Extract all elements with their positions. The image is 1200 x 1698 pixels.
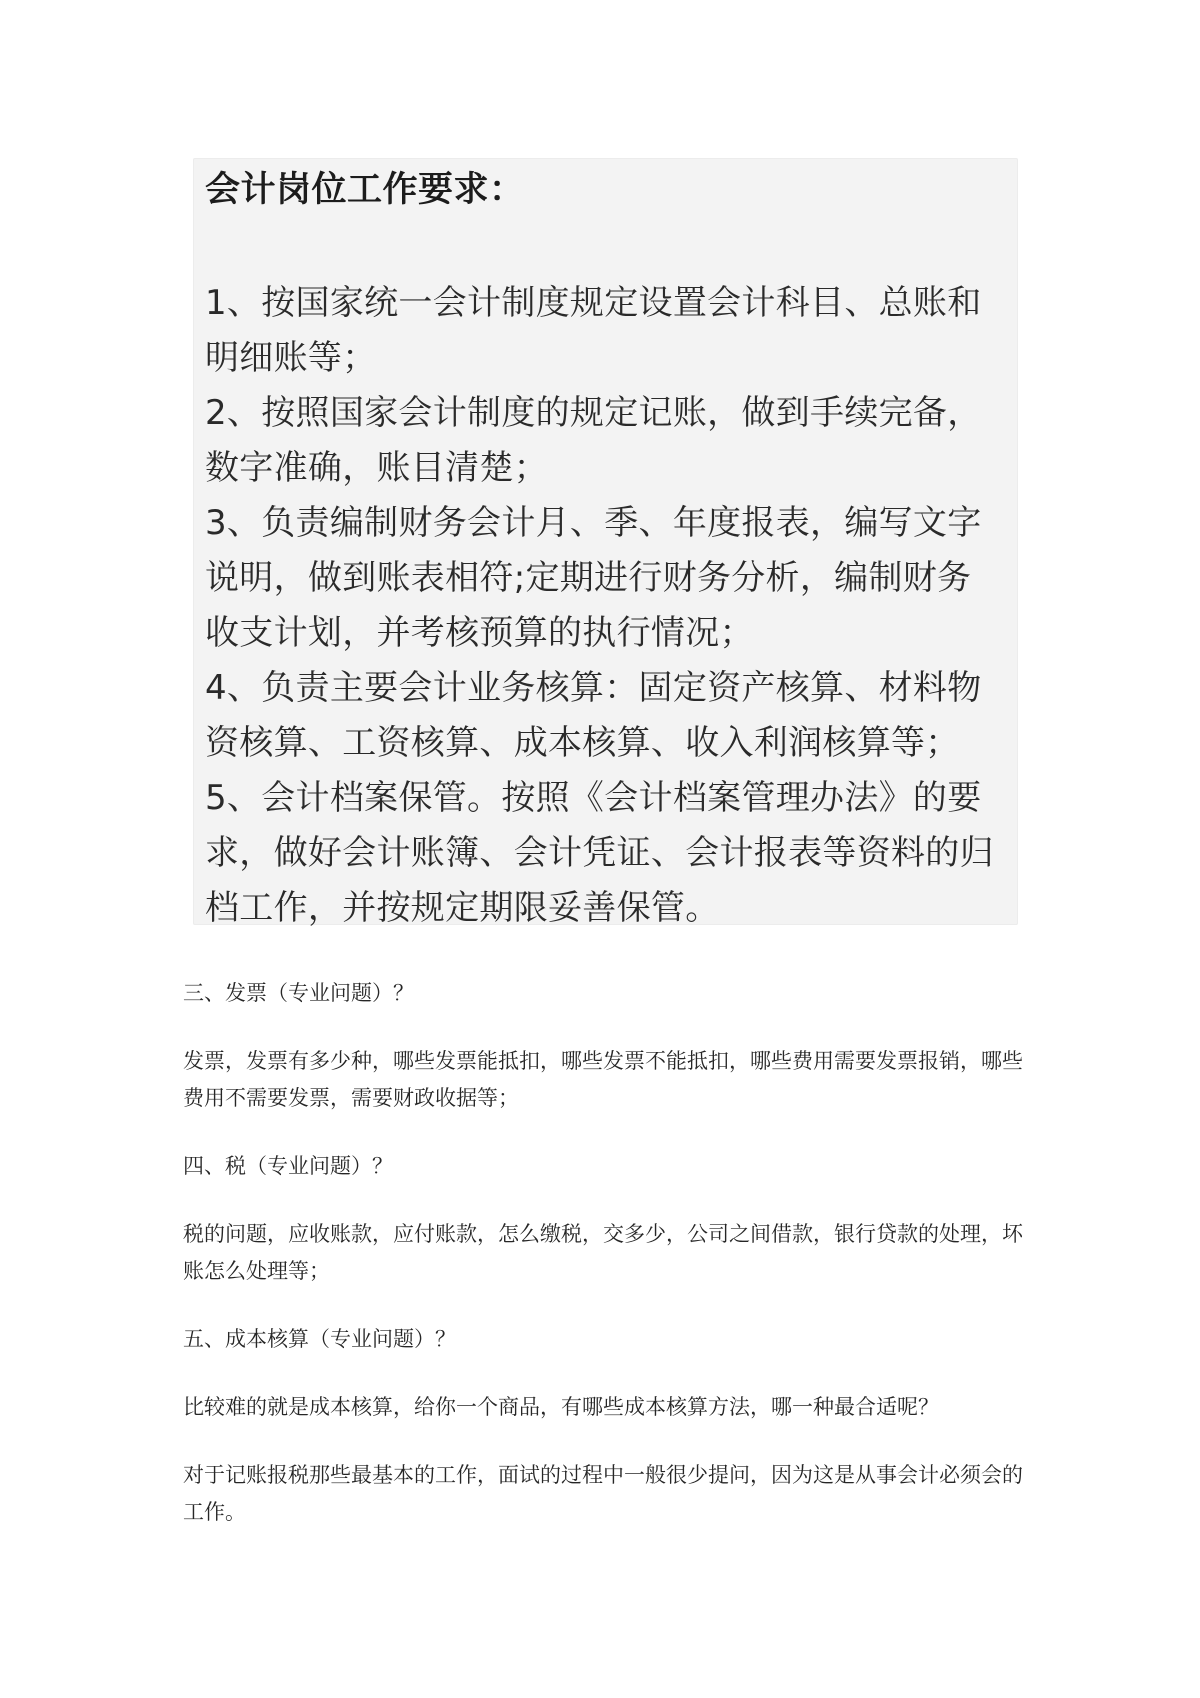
document-body	[183, 975, 1033, 1562]
section-heading-cost-accounting: 五、成本核算（专业问题）？	[183, 1327, 456, 1351]
image-title: 会计岗位工作要求：	[205, 170, 525, 210]
paragraph-closing: 对于记账报税那些最基本的工作，面试的过程中一般很少提问，因为这是从事会计必须会的工作。	[183, 1463, 1023, 1524]
requirement-item: 3、负责编制财务会计月、季、年度报表，编写文字说明，做到账表相符;定期进行财务分析，编制财务收支计划，并考核预算的执行情况；	[205, 503, 982, 653]
paragraph-cost-accounting: 比较难的就是成本核算，给你一个商品，有哪些成本核算方法，哪一种最合适呢？	[183, 1395, 939, 1419]
requirement-item: 2、按照国家会计制度的规定记账，做到手续完备，数字准确，账目清楚；	[205, 393, 982, 488]
requirement-item: 4、负责主要会计业务核算：固定资产核算、材料物资核算、工资核算、成本核算、收入利润核算等；	[205, 668, 982, 763]
section-heading-invoice: 三、发票（专业问题）？	[183, 981, 414, 1005]
paragraph-invoice: 发票，发票有多少种，哪些发票能抵扣，哪些发票不能抵扣，哪些费用需要发票报销，哪些费用不需要发票，需要财政收据等；	[183, 1049, 1023, 1110]
requirement-item: 1、按国家统一会计制度规定设置会计科目、总账和明细账等；	[205, 283, 982, 378]
accounting-requirements-image	[193, 158, 1018, 928]
paragraph-tax: 税的问题，应收账款，应付账款，怎么缴税，交多少，公司之间借款，银行贷款的处理，坏账怎么处理等；	[183, 1222, 1023, 1283]
requirement-item: 5、会计档案保管。按照《会计档案管理办法》的要求，做好会计账簿、会计凭证、会计报表等资料的归档工作，并按规定期限妥善保管。	[205, 778, 994, 928]
requirements-list	[205, 276, 1005, 936]
section-heading-tax: 四、税（专业问题）？	[183, 1154, 393, 1178]
